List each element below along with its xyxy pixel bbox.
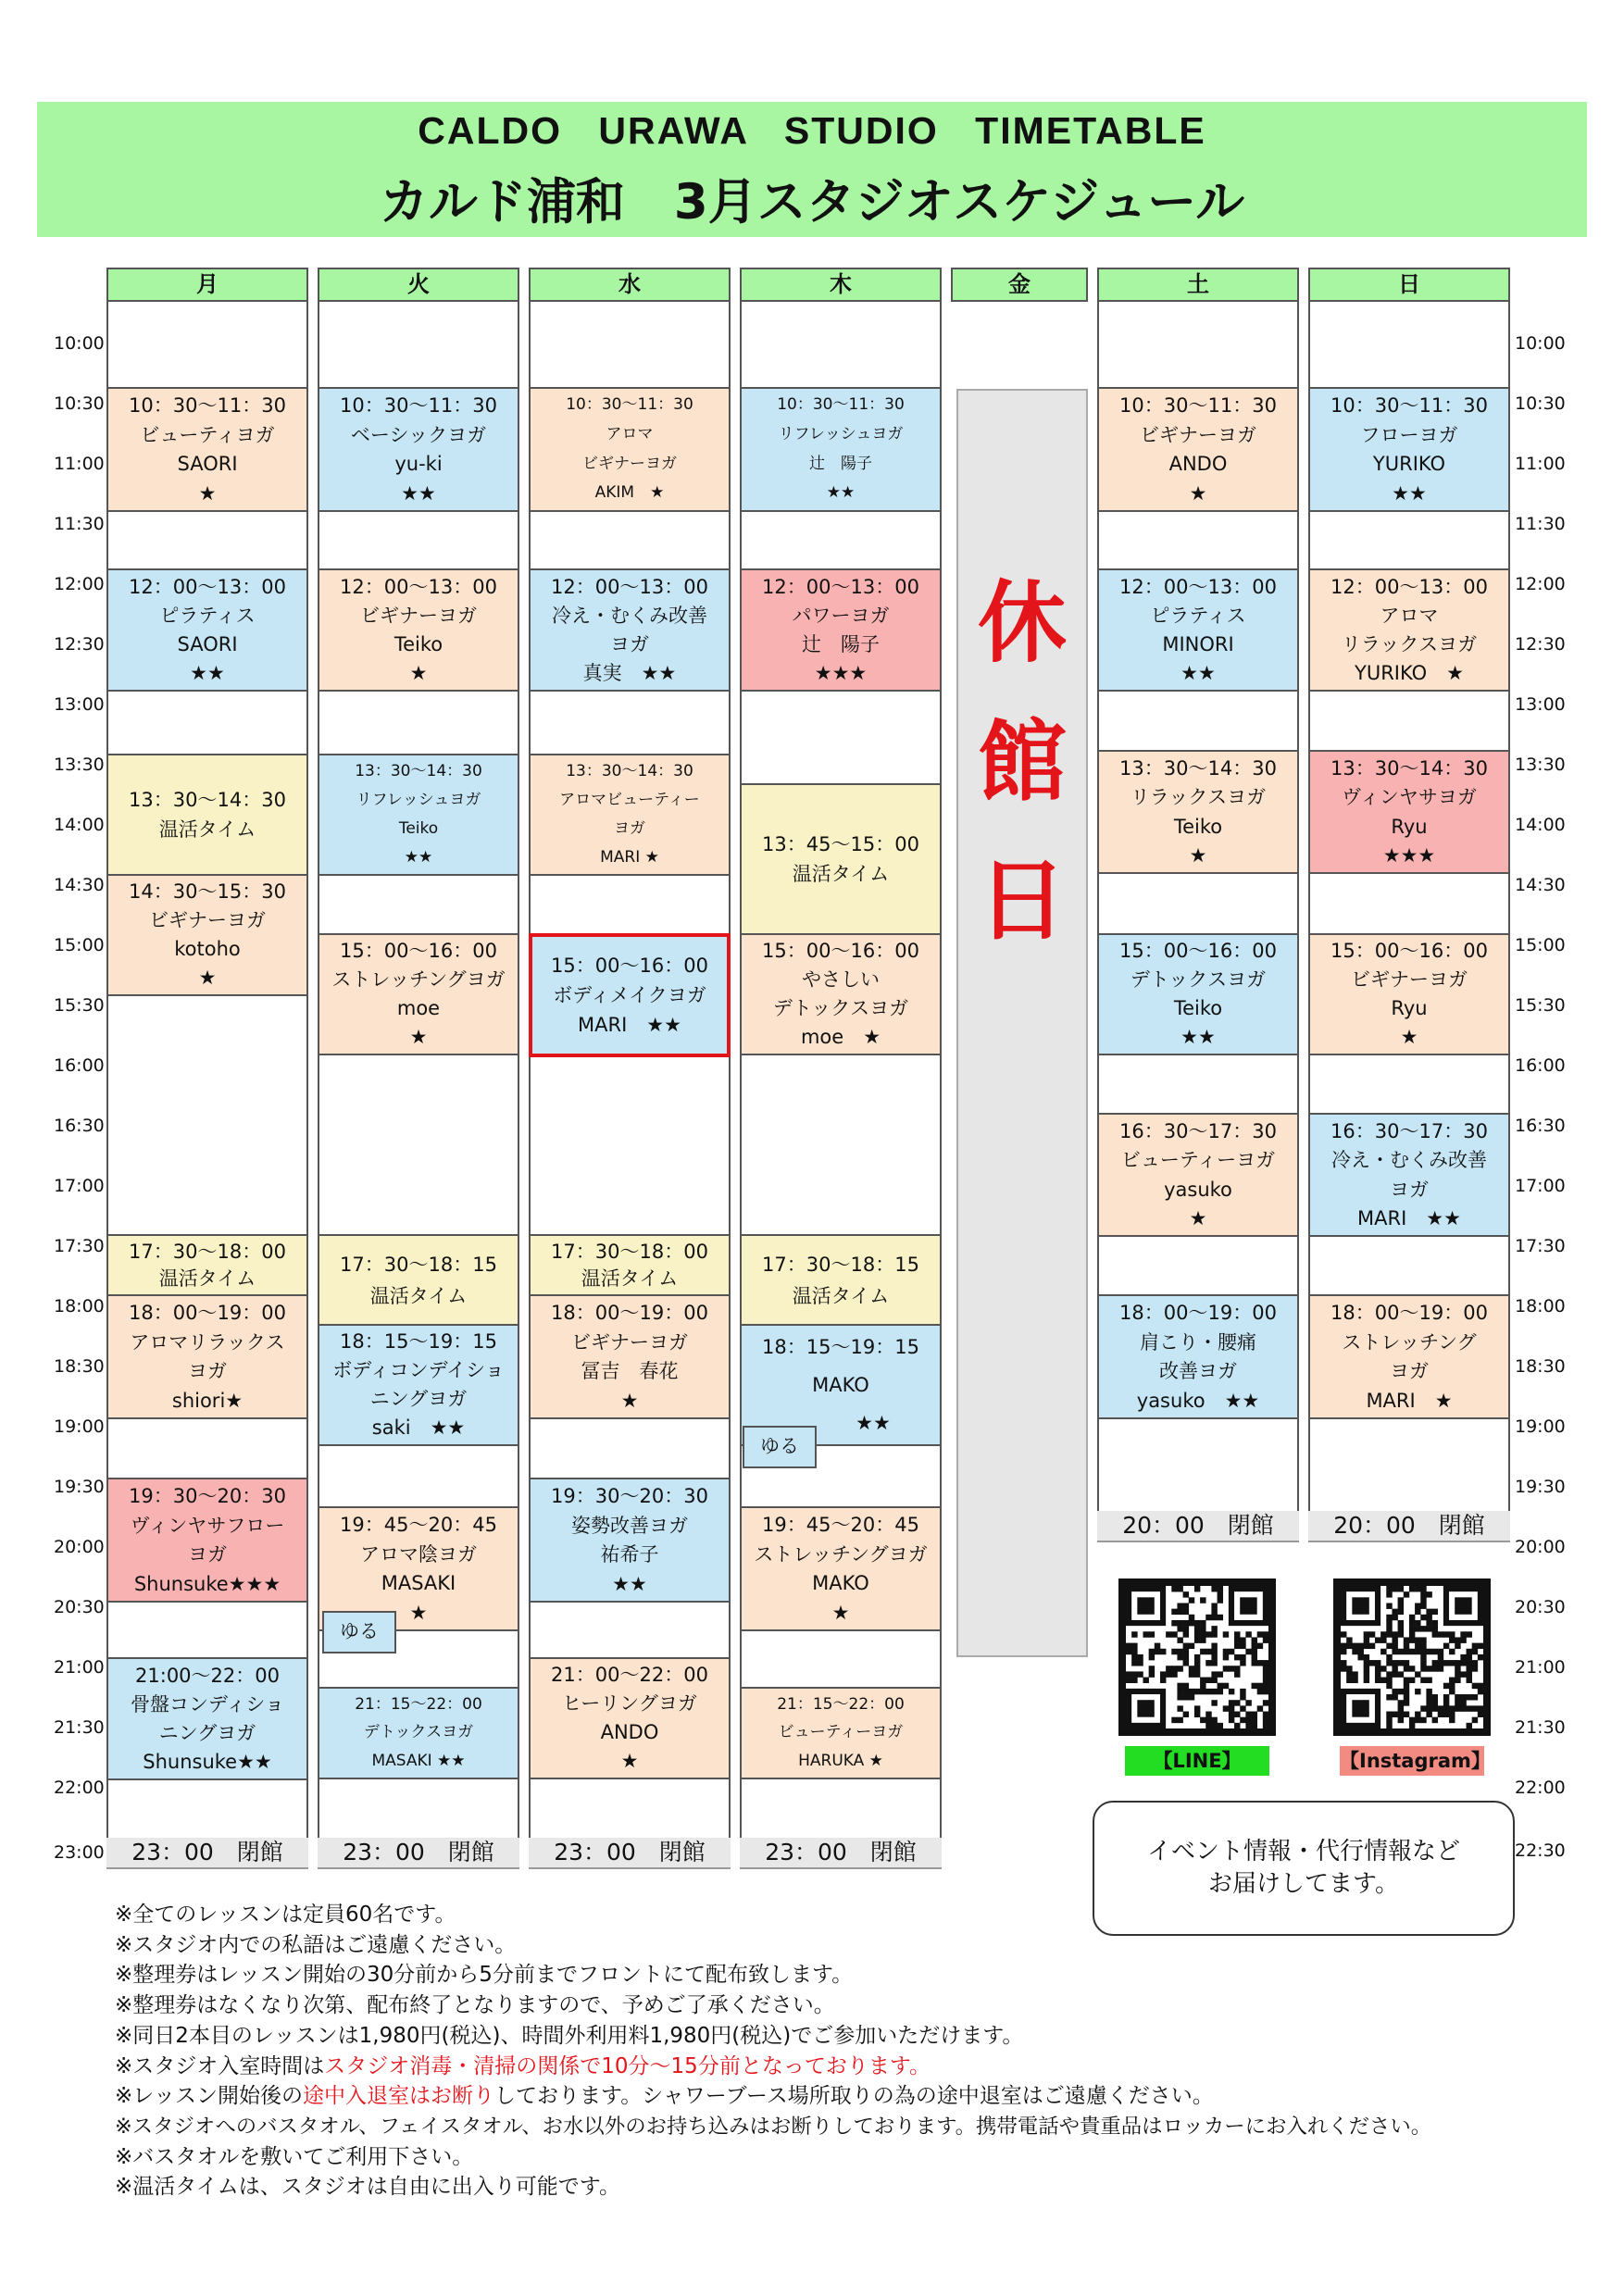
closing-label-sun: 20：00 閉館 (1308, 1511, 1510, 1542)
class-block[interactable]: 18：15～19：15 MAKO ★★ (740, 1324, 942, 1446)
class-block[interactable]: 13：30～14：30 温活タイム (106, 754, 308, 876)
time-label: 12:00 (1515, 574, 1566, 594)
class-block[interactable]: 18：00～19：00 ビギナーヨガ 冨吉 春花 ★ (529, 1294, 731, 1419)
class-block[interactable]: 13：30～14：30 リラックスヨガ Teiko ★ (1097, 750, 1299, 874)
time-label: 15:30 (54, 995, 105, 1016)
title-japanese: カルド浦和 3月スタジオスケジュール (379, 174, 1245, 231)
class-block[interactable]: 12：00～13：00 パワーヨガ 辻 陽子 ★★★ (740, 568, 942, 692)
class-block[interactable]: 15：00～16：00 ビギナーヨガ Ryu ★ (1308, 933, 1510, 1055)
class-block[interactable]: 13：30～14：30 リフレッシュヨガ Teiko ★★ (318, 754, 519, 876)
info-line-1: イベント情報・代行情報など (1146, 1837, 1460, 1866)
class-block[interactable]: 12：00～13：00 アロマ リラックスヨガ YURIKO ★ (1308, 568, 1510, 692)
time-label: 12:00 (54, 574, 105, 594)
time-label: 18:30 (1515, 1356, 1566, 1377)
time-label: 16:30 (54, 1116, 105, 1136)
note: ※スタジオへのバスタオル、フェイスタオル、お水以外のお持ち込みはお断りしております。携帯電話や貴重品はロッカーにお入れください。 (115, 2114, 1432, 2139)
class-block[interactable]: 21：15～22：00 ビューティーヨガ HARUKA ★ (740, 1687, 942, 1779)
time-label: 21:30 (54, 1717, 105, 1738)
day-header-tue: 火 (318, 268, 519, 302)
class-block[interactable]: 13：45～15：00 温活タイム (740, 783, 942, 935)
time-label: 16:00 (54, 1055, 105, 1076)
note: ※整理券はなくなり次第、配布終了となりますので、予めご了承ください。 (115, 1993, 835, 2018)
note: ※整理券はレッスン開始の30分前から5分前までフロントにて配布致します。 (115, 1963, 854, 1988)
class-block[interactable]: 18：15～19：15 ボディコンデイショ ニングヨガ saki ★★ (318, 1324, 519, 1446)
time-label: 10:00 (54, 333, 105, 354)
note: ※同日2本目のレッスンは1,980円(税込)、時間外利用料1,980円(税込)でご参加いただけます。 (115, 2023, 1024, 2048)
class-block[interactable]: 17：30～18：15 温活タイム (318, 1234, 519, 1327)
time-label: 15:00 (54, 935, 105, 955)
time-label: 16:30 (1515, 1116, 1566, 1136)
time-label: 14:00 (1515, 815, 1566, 835)
time-label: 22:30 (1515, 1841, 1566, 1861)
time-label: 19:00 (54, 1416, 105, 1437)
class-block[interactable]: 10：30～11：30 フローヨガ YURIKO ★★ (1308, 387, 1510, 512)
time-label: 17:30 (54, 1236, 105, 1256)
time-label: 13:00 (54, 694, 105, 715)
class-block[interactable]: 16：30～17：30 冷え・むくみ改善 ヨガ MARI ★★ (1308, 1113, 1510, 1237)
time-label: 12:30 (1515, 634, 1566, 655)
time-label: 13:30 (54, 755, 105, 775)
time-label: 15:30 (1515, 995, 1566, 1016)
column-mon (106, 302, 308, 1859)
class-block[interactable]: 21：15～22：00 デトックスヨガ MASAKI ★★ (318, 1687, 519, 1779)
class-block[interactable]: 17：30～18：15 温活タイム (740, 1234, 942, 1327)
yuru-badge: ゆる (743, 1426, 817, 1468)
instagram-label[interactable]: 【Instagram】 (1340, 1746, 1484, 1776)
time-label: 12:30 (54, 634, 105, 655)
time-label: 11:00 (54, 454, 105, 474)
time-label: 20:00 (54, 1537, 105, 1557)
note: ※スタジオ入室時間はスタジオ消毒・清掃の関係で10分～15分前となっております。 (115, 2053, 931, 2078)
class-block[interactable]: 17：30～18：00 温活タイム (529, 1234, 731, 1296)
closing-label-tue: 23：00 閉館 (318, 1838, 519, 1869)
time-label: 10:00 (1515, 333, 1566, 354)
time-label: 23:00 (54, 1842, 105, 1863)
title-banner (37, 102, 1587, 237)
closing-label-sat: 20：00 閉館 (1097, 1511, 1299, 1542)
time-label: 21:00 (1515, 1657, 1566, 1678)
note: ※レッスン開始後の途中入退室はお断りしております。シャワーブース場所取りの為の途中退室はご遠慮ください。 (115, 2084, 1214, 2109)
time-label: 17:00 (54, 1176, 105, 1196)
time-label: 21:30 (1515, 1717, 1566, 1738)
class-block[interactable]: 10：30～11：30 リフレッシュヨガ 辻 陽子 ★★ (740, 387, 942, 512)
closed-day-bar (956, 389, 1088, 1657)
time-label: 11:00 (1515, 454, 1566, 474)
class-block[interactable]: 15：00～16：00 やさしい デトックスヨガ moe ★ (740, 933, 942, 1055)
class-block[interactable]: 10：30～11：30 ビューティヨガ SAORI ★ (106, 387, 308, 512)
class-block[interactable]: 10：30～11：30 ベーシックヨガ yu-ki ★★ (318, 387, 519, 512)
title-english: CALDO URAWA STUDIO TIMETABLE (418, 109, 1206, 152)
time-label: 19:30 (54, 1477, 105, 1497)
time-label: 13:00 (1515, 694, 1566, 715)
time-label: 20:30 (1515, 1597, 1566, 1617)
time-label: 20:00 (1515, 1537, 1566, 1557)
class-block[interactable]: 12：00～13：00 ピラティス MINORI ★★ (1097, 568, 1299, 692)
class-block[interactable]: 18：00～19：00 ストレッチング ヨガ MARI ★ (1308, 1294, 1510, 1419)
class-block[interactable]: 15：00～16：00 ストレッチングヨガ moe ★ (318, 933, 519, 1055)
note: ※全てのレッスンは定員60名です。 (115, 1903, 456, 1927)
class-block[interactable]: 10：30～11：30 アロマ ビギナーヨガ AKIM ★ (529, 387, 731, 512)
day-header-mon: 月 (106, 268, 308, 302)
note: ※バスタオルを敷いてご利用下さい。 (115, 2144, 474, 2169)
time-label: 10:30 (1515, 393, 1566, 414)
closed-char-3: 日 (978, 849, 1067, 953)
class-block[interactable]: 17：30～18：00 温活タイム (106, 1234, 308, 1296)
time-label: 19:00 (1515, 1416, 1566, 1437)
class-block[interactable]: 12：00～13：00 ピラティス SAORI ★★ (106, 568, 308, 692)
class-block[interactable]: 19：45～20：45 アロマ陰ヨガ MASAKI ★ (318, 1506, 519, 1631)
class-block[interactable]: 10：30～11：30 ビギナーヨガ ANDO ★ (1097, 387, 1299, 512)
closed-char-2: 館 (978, 710, 1067, 814)
note: ※スタジオ内での私語はご遠慮ください。 (115, 1932, 517, 1957)
class-block[interactable]: 14：30～15：30 ビギナーヨガ kotoho ★ (106, 874, 308, 996)
time-label: 16:00 (1515, 1055, 1566, 1076)
class-block[interactable]: 21:00～22：00 骨盤コンディショ ニングヨガ Shunsuke★★ (106, 1657, 308, 1780)
class-block[interactable]: 19：30～20：30 ヴィンヤサフロー ヨガ Shunsuke★★★ (106, 1478, 308, 1603)
time-label: 13:30 (1515, 755, 1566, 775)
closing-label-thu: 23：00 閉館 (740, 1838, 942, 1869)
line-qr-code[interactable] (1118, 1578, 1276, 1736)
column-wed (529, 302, 731, 1859)
day-header-thu: 木 (740, 268, 942, 302)
time-label: 11:30 (54, 514, 105, 534)
day-header-sat: 土 (1097, 268, 1299, 302)
time-label: 20:30 (54, 1597, 105, 1617)
closing-label-mon: 23：00 閉館 (106, 1838, 308, 1869)
time-label: 14:00 (54, 815, 105, 835)
day-header-fri: 金 (951, 268, 1088, 302)
time-label: 18:00 (1515, 1296, 1566, 1316)
time-label: 11:30 (1515, 514, 1566, 534)
closed-char-1: 休 (978, 571, 1067, 675)
closing-label-wed: 23：00 閉館 (529, 1838, 731, 1869)
class-block[interactable]: 18：00～19：00 肩こり・腰痛 改善ヨガ yasuko ★★ (1097, 1294, 1299, 1419)
class-block[interactable]: 16：30～17：30 ビューティーヨガ yasuko ★ (1097, 1113, 1299, 1237)
day-header-sun: 日 (1308, 268, 1510, 302)
class-block[interactable]: 18：00～19：00 アロマリラックス ヨガ shiori★ (106, 1294, 308, 1419)
yuru-badge: ゆる (322, 1611, 396, 1653)
class-block[interactable]: 19：45～20：45 ストレッチングヨガ MAKO ★ (740, 1506, 942, 1631)
info-line-2: お届けしてます。 (1208, 1870, 1399, 1898)
class-block[interactable]: 19：30～20：30 姿勢改善ヨガ 祐希子 ★★ (529, 1478, 731, 1603)
note: ※温活タイムは、スタジオは自由に出入り可能です。 (115, 2175, 620, 2200)
time-label: 19:30 (1515, 1477, 1566, 1497)
notes-section (115, 1900, 1431, 2202)
instagram-qr-code[interactable] (1333, 1578, 1491, 1736)
class-block-selected[interactable]: 15：00～16：00 ボディメイクヨガ MARI ★★ (529, 933, 731, 1057)
time-label: 18:30 (54, 1356, 105, 1377)
class-block[interactable]: 12：00～13：00 ビギナーヨガ Teiko ★ (318, 568, 519, 692)
class-block[interactable]: 15：00～16：00 デトックスヨガ Teiko ★★ (1097, 933, 1299, 1055)
class-block[interactable]: 13：30～14：30 アロマビューティー ヨガ MARI ★ (529, 754, 731, 876)
time-label: 14:30 (1515, 875, 1566, 895)
time-label: 14:30 (54, 875, 105, 895)
time-label: 22:00 (54, 1778, 105, 1798)
time-label: 21:00 (54, 1657, 105, 1678)
day-header-wed: 水 (529, 268, 731, 302)
time-label: 22:00 (1515, 1778, 1566, 1798)
class-block[interactable]: 21：00～22：00 ヒーリングヨガ ANDO ★ (529, 1657, 731, 1779)
line-label[interactable]: 【LINE】 (1125, 1746, 1269, 1776)
class-block[interactable]: 12：00～13：00 冷え・むくみ改善 ヨガ 真実 ★★ (529, 568, 731, 692)
time-label: 15:00 (1515, 935, 1566, 955)
time-label: 10:30 (54, 393, 105, 414)
time-label: 17:00 (1515, 1176, 1566, 1196)
class-block[interactable]: 13：30～14：30 ヴィンヤサヨガ Ryu ★★★ (1308, 750, 1510, 874)
time-label: 18:00 (54, 1296, 105, 1316)
time-label: 17:30 (1515, 1236, 1566, 1256)
